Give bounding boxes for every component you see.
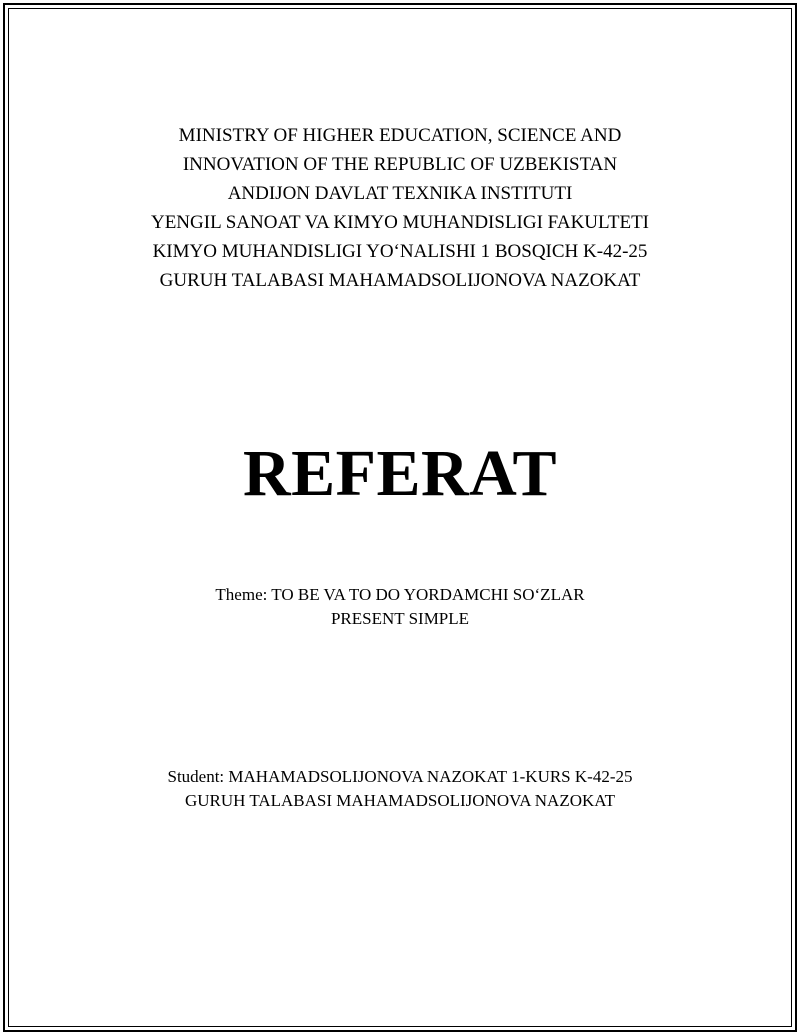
theme-line: Theme: TO BE VA TO DO YORDAMCHI SO‘ZLAR (215, 585, 585, 604)
header-line-institute: ANDIJON DAVLAT TEXNIKA INSTITUTI (227, 183, 573, 204)
student-line: Student: MAHAMADSOLIJONOVA NAZOKAT 1-KURS K-42-25 (167, 767, 633, 786)
theme-subtitle-line: PRESENT SIMPLE (330, 609, 470, 628)
theme-block (0, 583, 800, 631)
student-block (0, 765, 800, 813)
document-title: REFERAT (243, 437, 557, 510)
header-line-innovation: INNOVATION OF THE REPUBLIC OF UZBEKISTAN (182, 154, 618, 175)
header-line-faculty: YENGIL SANOAT VA KIMYO MUHANDISLIGI FAKULTETI (150, 212, 650, 233)
institution-header (0, 121, 800, 295)
header-line-group-student: GURUH TALABASI MAHAMADSOLIJONOVA NAZOKAT (159, 270, 641, 291)
header-line-direction: KIMYO MUHANDISLIGI YO‘NALISHI 1 BOSQICH K-42-25 (152, 241, 648, 262)
student-group-line: GURUH TALABASI MAHAMADSOLIJONOVA NAZOKAT (184, 791, 616, 810)
header-line-ministry: MINISTRY OF HIGHER EDUCATION, SCIENCE AND (178, 125, 622, 146)
